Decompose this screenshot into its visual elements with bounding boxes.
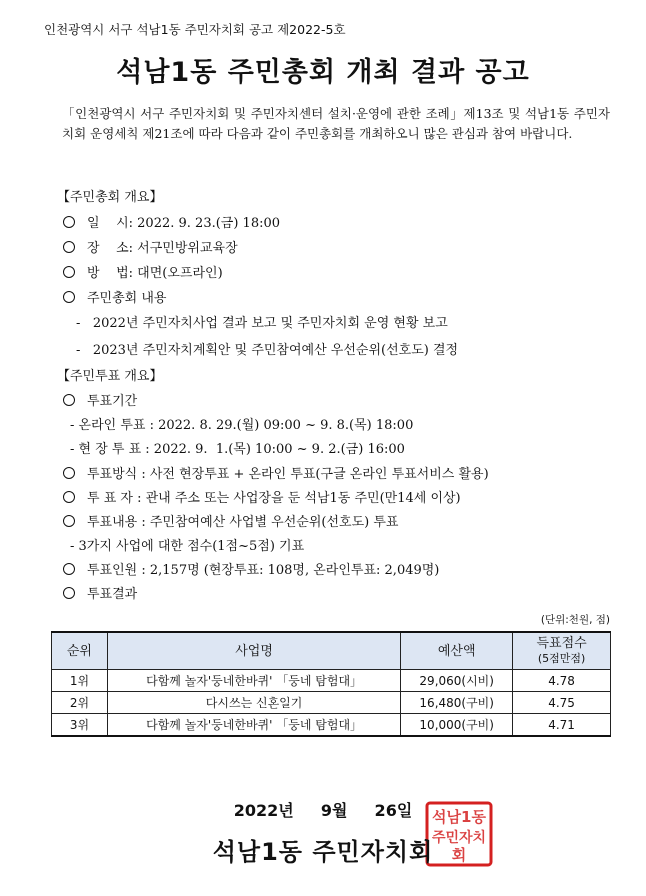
header-rank: 순위 <box>52 632 108 670</box>
circle-bullet-icon <box>63 587 75 599</box>
page-title: 석남1동 주민총회 개최 결과 공고 <box>116 57 530 88</box>
assembly-content-item: - 2022년 주민자치사업 결과 보고 및 주민자치회 운영 현황 보고 <box>76 316 448 331</box>
header-score: 득표점수 (5점만점) <box>513 632 611 670</box>
cell-score: 4.78 <box>513 670 611 692</box>
notice-number: 인천광역시 서구 석남1동 주민자치회 공고 제2022-5호 <box>44 22 346 37</box>
assembly-datetime: 일 시: 2022. 9. 23.(금) 18:00 <box>63 212 280 231</box>
circle-bullet-icon <box>63 467 75 479</box>
cell-project: 다시쓰는 신혼일기 <box>107 692 400 714</box>
circle-bullet-icon <box>63 563 75 575</box>
circle-bullet-icon <box>63 491 75 503</box>
vote-method: 투표방식 : 사전 현장투표 + 온라인 투표(구글 온라인 투표서비스 활용) <box>63 463 489 482</box>
vote-period-onsite: - 현 장 투 표 : 2022. 9. 1.(목) 10:00 ~ 9. 2.(금) 16:00 <box>70 442 405 457</box>
vote-period-label: 투표기간 <box>63 390 137 409</box>
intro-paragraph: 「인천광역시 서구 주민자치회 및 주민자치센터 설치·운영에 관한 조례」제13조 및 석남1동 주민자치회 운영세칙 제21조에 따라 다음과 같이 주민총회를 개최하오니 많은 관심과 참여 바랍니다. <box>62 106 610 141</box>
assembly-heading: 【주민총회 개요】 <box>57 190 163 205</box>
vote-period-online: - 온라인 투표 : 2022. 8. 29.(월) 09:00 ~ 9. 8.(목) 18:00 <box>70 418 414 433</box>
vote-result-label: 투표결과 <box>63 583 137 602</box>
vote-result-table <box>51 631 611 737</box>
circle-bullet-icon <box>63 394 75 406</box>
circle-bullet-icon <box>63 515 75 527</box>
table-unit-note: (단위:천원, 점) <box>540 614 610 626</box>
assembly-contents-label: 주민총회 내용 <box>63 287 166 306</box>
cell-project: 다함께 놀자'둥네한바퀴' 「둥네 탐험대」 <box>107 670 400 692</box>
circle-bullet-icon <box>63 241 75 253</box>
vote-turnout: 투표인원 : 2,157명 (현장투표: 108명, 온라인투표: 2,049명) <box>63 559 439 578</box>
cell-budget: 10,000(구비) <box>401 714 513 737</box>
vote-voters: 투 표 자 : 관내 주소 또는 사업장을 둔 석남1동 주민(만14세 이상) <box>63 487 461 506</box>
cell-rank: 3위 <box>52 714 108 737</box>
cell-budget: 16,480(구비) <box>401 692 513 714</box>
assembly-method: 방 법: 대면(오프라인) <box>63 262 223 281</box>
cell-rank: 2위 <box>52 692 108 714</box>
table-row <box>52 714 611 737</box>
cell-rank: 1위 <box>52 670 108 692</box>
svg-text:회: 회 <box>451 846 467 864</box>
cell-project: 다함께 놀자'둥네한바퀴' 「둥네 탐험대」 <box>107 714 400 737</box>
table-row <box>52 670 611 692</box>
cell-score: 4.71 <box>513 714 611 737</box>
circle-bullet-icon <box>63 266 75 278</box>
svg-text:석남1동: 석남1동 <box>432 808 486 826</box>
header-project: 사업명 <box>107 632 400 670</box>
organization-name: 석남1동 주민자치회 <box>212 838 434 866</box>
vote-heading: 【주민투표 개요】 <box>57 369 163 384</box>
issue-date: 2022년 9월 26일 <box>233 801 413 820</box>
header-budget: 예산액 <box>401 632 513 670</box>
vote-content-sub: - 3가지 사업에 대한 점수(1점~5점) 기표 <box>70 539 305 554</box>
assembly-content-item: - 2023년 주민자치계획안 및 주민참여예산 우선순위(선호도) 결정 <box>76 343 459 358</box>
table-header-row <box>52 632 611 670</box>
svg-text:주민자치: 주민자치 <box>431 830 487 846</box>
assembly-place: 장 소: 서구민방위교육장 <box>63 237 238 256</box>
vote-content: 투표내용 : 주민참여예산 사업별 우선순위(선호도) 투표 <box>63 511 398 530</box>
cell-score: 4.75 <box>513 692 611 714</box>
circle-bullet-icon <box>63 291 75 303</box>
circle-bullet-icon <box>63 216 75 228</box>
table-row <box>52 692 611 714</box>
cell-budget: 29,060(시비) <box>401 670 513 692</box>
